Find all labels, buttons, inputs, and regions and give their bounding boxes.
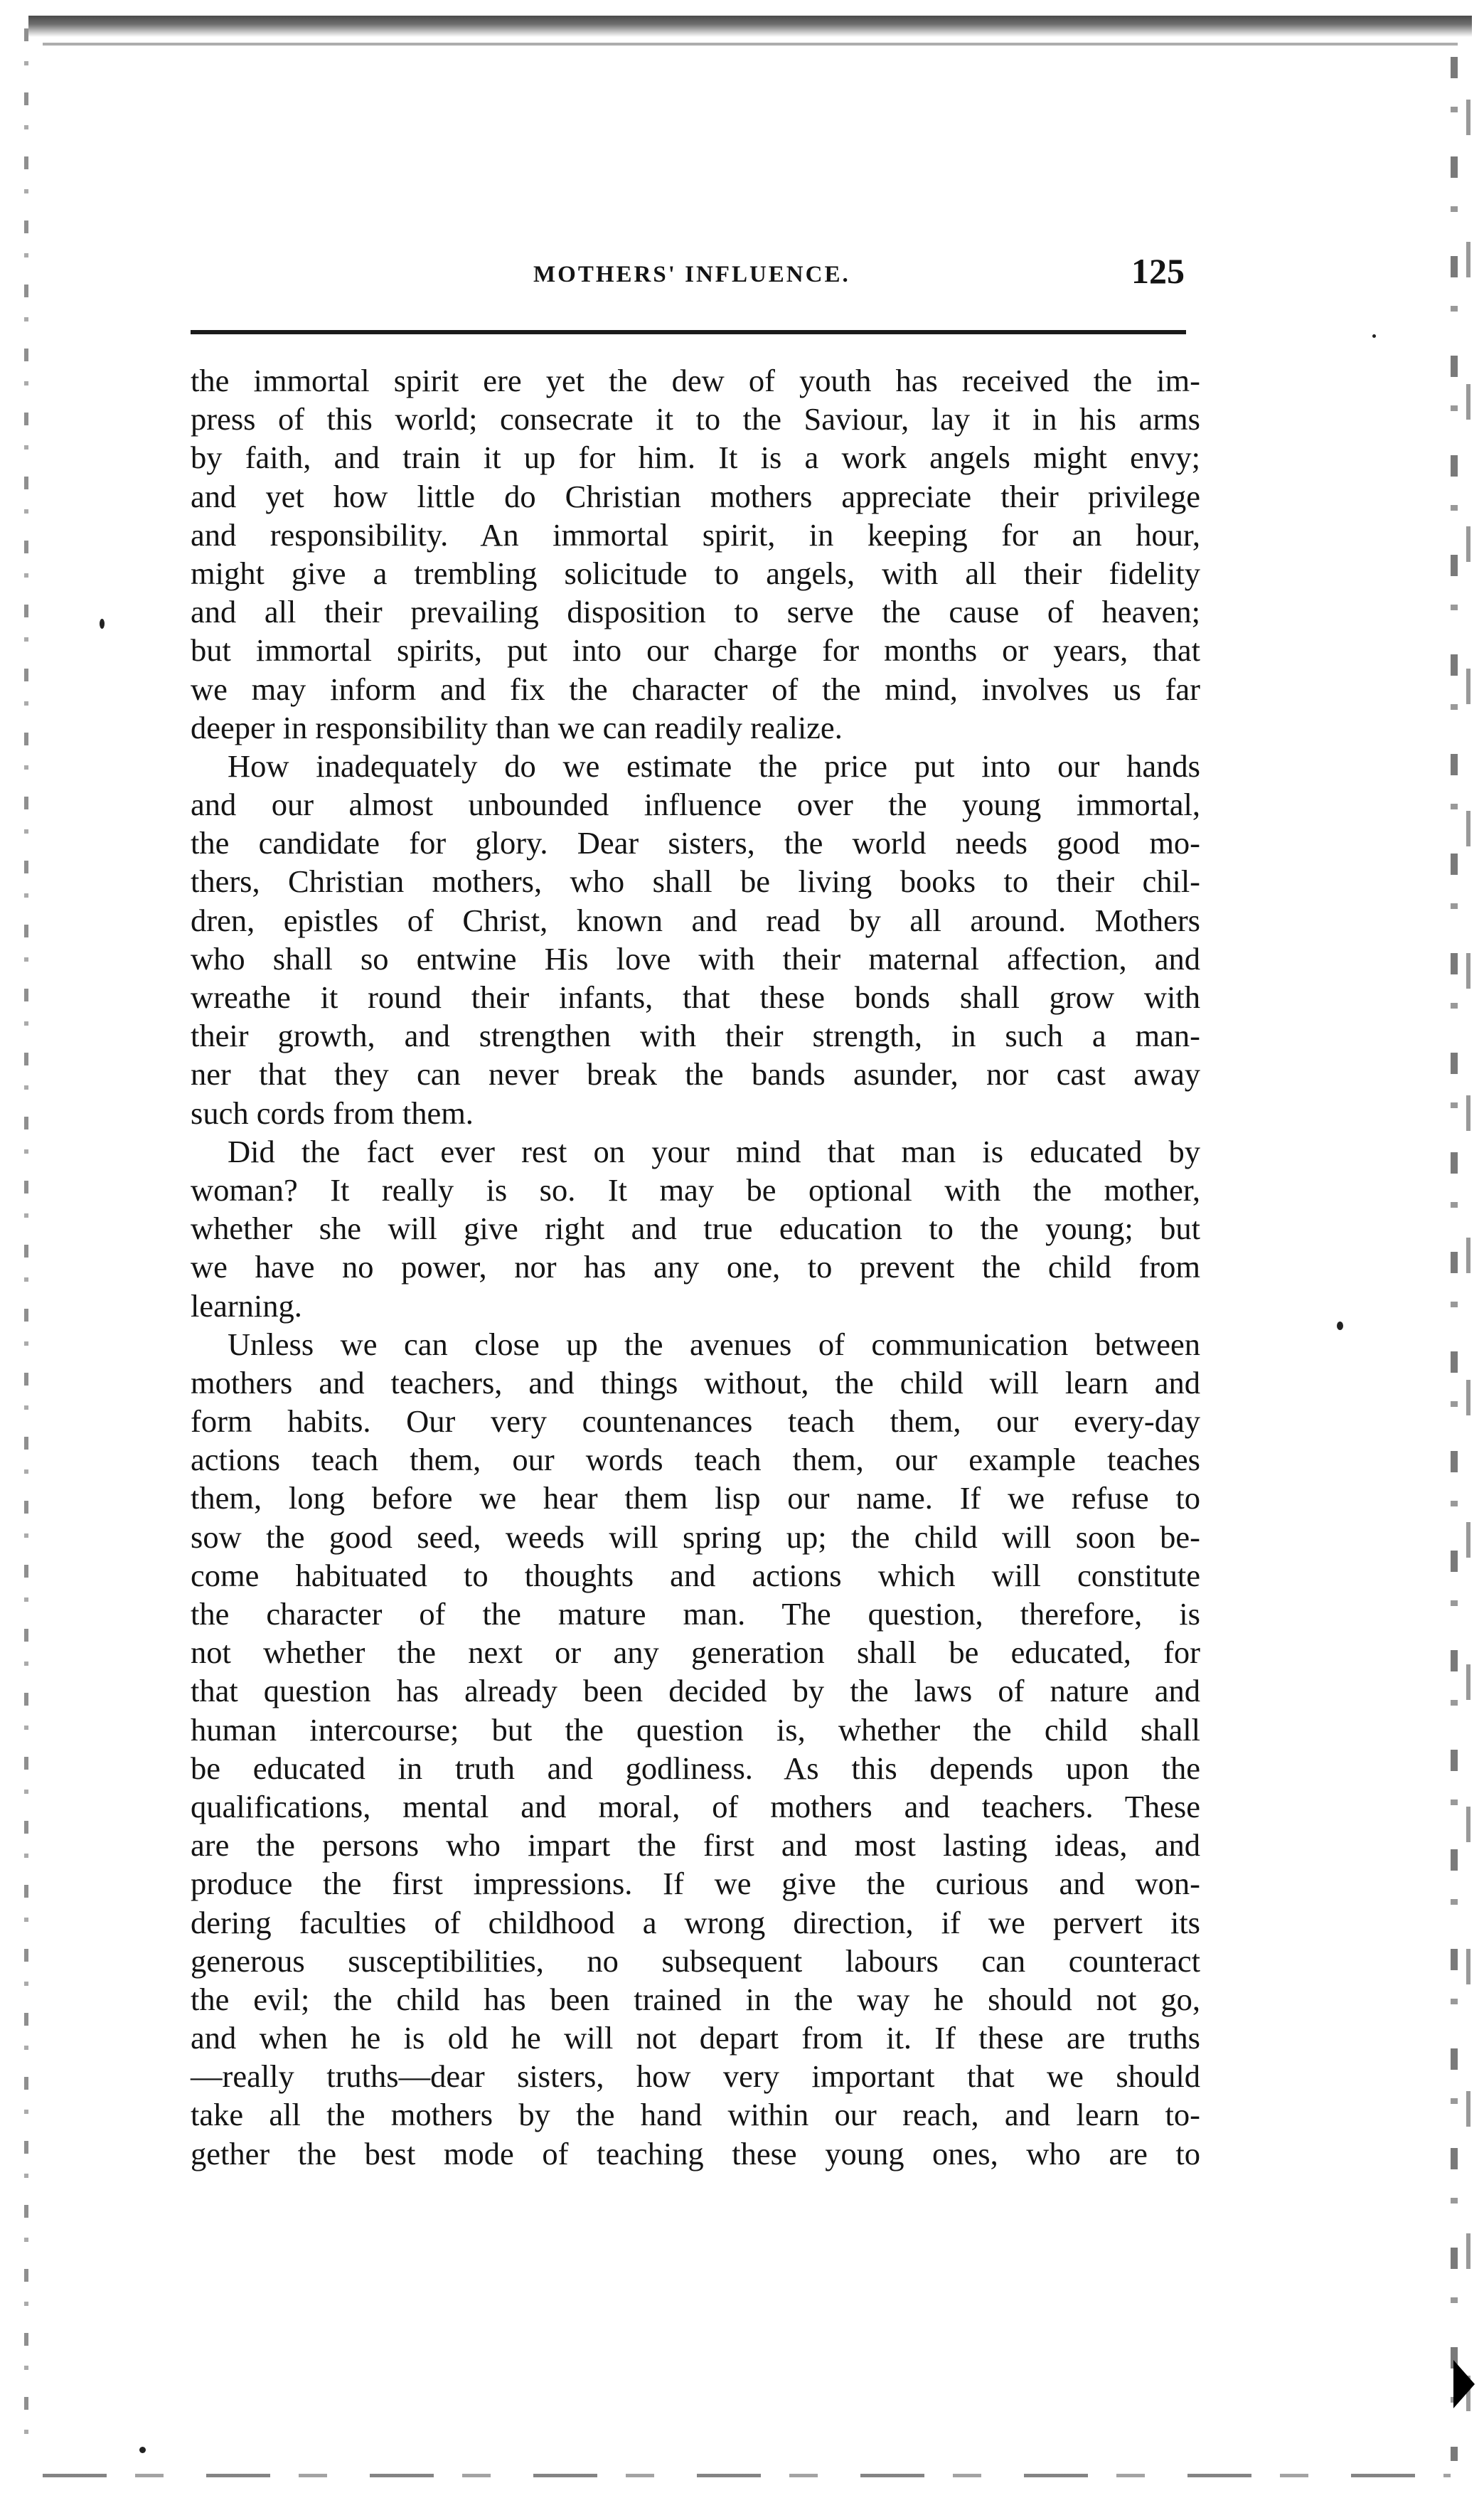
text-line: them, long before we hear them lisp our name. If we refuse to xyxy=(191,1480,1200,1516)
text-line: produce the first impressions. If we give the curious and won- xyxy=(191,1866,1200,1902)
text-line: mothers and teachers, and things without, the child will learn and xyxy=(191,1364,1200,1400)
header-rule xyxy=(191,330,1186,334)
text-line: sow the good seed, weeds will spring up; the child will soon be- xyxy=(191,1519,1200,1555)
page-bottom-edge-marks xyxy=(43,2474,1451,2477)
text-line: might give a trembling solicitude to angels, with all their fidelity xyxy=(191,555,1200,591)
text-line: by faith, and train it up for him. It is a work angels might envy; xyxy=(191,440,1200,476)
running-head xyxy=(192,250,1200,300)
text-line: human intercourse; but the question is, whether the child shall xyxy=(191,1711,1200,1748)
paragraph-start-line: Did the fact ever rest on your mind that man is educated by xyxy=(228,1133,1200,1169)
text-line: be educated in truth and godliness. As this depends upon the xyxy=(191,1750,1200,1786)
text-line: not whether the next or any generation shall be educated, for xyxy=(191,1634,1200,1671)
paragraph-start-line: How inadequately do we estimate the price put into our hands xyxy=(228,748,1200,784)
text-line: the character of the mature man. The question, therefore, is xyxy=(191,1596,1200,1632)
paragraph-end-line: such cords from them. xyxy=(191,1095,474,1131)
paragraph-start-line: Unless we can close up the avenues of communication between xyxy=(228,1326,1200,1362)
text-line: and responsibility. An immortal spirit, in keeping for an hour, xyxy=(191,516,1200,553)
text-line: who shall so entwine His love with their maternal affection, and xyxy=(191,940,1200,977)
text-line: gether the best mode of teaching these young ones, who are to xyxy=(191,2135,1200,2171)
text-line: we may inform and fix the character of the mind, involves us far xyxy=(191,671,1200,707)
page-right-edge-marks-outer xyxy=(1466,57,1470,2461)
scan-speck xyxy=(139,2447,146,2453)
text-line: woman? It really is so. It may be optional with the mother, xyxy=(191,1171,1200,1208)
text-line: take all the mothers by the hand within our reach, and learn to- xyxy=(191,2097,1200,2133)
text-line: whether she will give right and true education to the young; but xyxy=(191,1211,1200,1247)
text-line: form habits. Our very countenances teach them, our every-day xyxy=(191,1403,1200,1440)
page-turn-arrow-icon xyxy=(1453,2360,1475,2408)
text-line: that question has already been decided by the laws of nature and xyxy=(191,1673,1200,1709)
page-top-edge-line xyxy=(43,43,1458,46)
scan-speck xyxy=(1337,1322,1343,1330)
text-line: their growth, and strengthen with their strength, in such a man- xyxy=(191,1018,1200,1054)
text-line: and our almost unbounded influence over the young immortal, xyxy=(191,787,1200,823)
paragraph-end-line: deeper in responsibility than we can readily realize. xyxy=(191,709,843,745)
text-line: press of this world; consecrate it to the Saviour, lay it in his arms xyxy=(191,401,1200,437)
running-title: MOTHERS' INFLUENCE. xyxy=(533,262,850,287)
scan-speck xyxy=(1372,334,1376,338)
page-top-edge-shadow xyxy=(28,16,1472,37)
text-line: ner that they can never break the bands asunder, nor cast away xyxy=(191,1056,1200,1092)
page-number: 125 xyxy=(1131,251,1185,291)
text-line: dering faculties of childhood a wrong direction, if we pervert its xyxy=(191,1904,1200,1940)
text-line: and when he is old he will not depart from it. If these are truths xyxy=(191,2020,1200,2056)
text-line: —really truths—dear sisters, how very important that we should xyxy=(191,2058,1200,2095)
scan-speck xyxy=(100,619,105,629)
text-line: wreathe it round their infants, that these bonds shall grow with xyxy=(191,979,1200,1015)
page-right-edge-marks xyxy=(1451,57,1458,2461)
page-left-edge-marks xyxy=(24,28,28,2461)
text-line: generous susceptibilities, no subsequent labours can counteract xyxy=(191,1942,1200,1979)
text-line: thers, Christian mothers, who shall be living books to their chil- xyxy=(191,863,1200,900)
text-line: and all their prevailing disposition to serve the cause of heaven; xyxy=(191,594,1200,630)
text-line: qualifications, mental and moral, of mothers and teachers. These xyxy=(191,1788,1200,1824)
text-line: are the persons who impart the first and most lasting ideas, and xyxy=(191,1827,1200,1864)
body-text xyxy=(191,361,1200,2173)
text-line: actions teach them, our words teach them, our example teaches xyxy=(191,1442,1200,1478)
text-line: we have no power, nor has any one, to prevent the child from xyxy=(191,1249,1200,1285)
text-line: the immortal spirit ere yet the dew of youth has received the im- xyxy=(191,363,1200,398)
text-line: but immortal spirits, put into our charge for months or years, that xyxy=(191,632,1200,669)
text-line: the evil; the child has been trained in the way he should not go, xyxy=(191,1981,1200,2017)
text-line: come habituated to thoughts and actions which will constitute xyxy=(191,1557,1200,1593)
text-line: dren, epistles of Christ, known and read by all around. Mothers xyxy=(191,902,1200,938)
paragraph-end-line: learning. xyxy=(191,1287,302,1324)
text-line: and yet how little do Christian mothers appreciate their privilege xyxy=(191,478,1200,514)
text-line: the candidate for glory. Dear sisters, the world needs good mo- xyxy=(191,825,1200,861)
